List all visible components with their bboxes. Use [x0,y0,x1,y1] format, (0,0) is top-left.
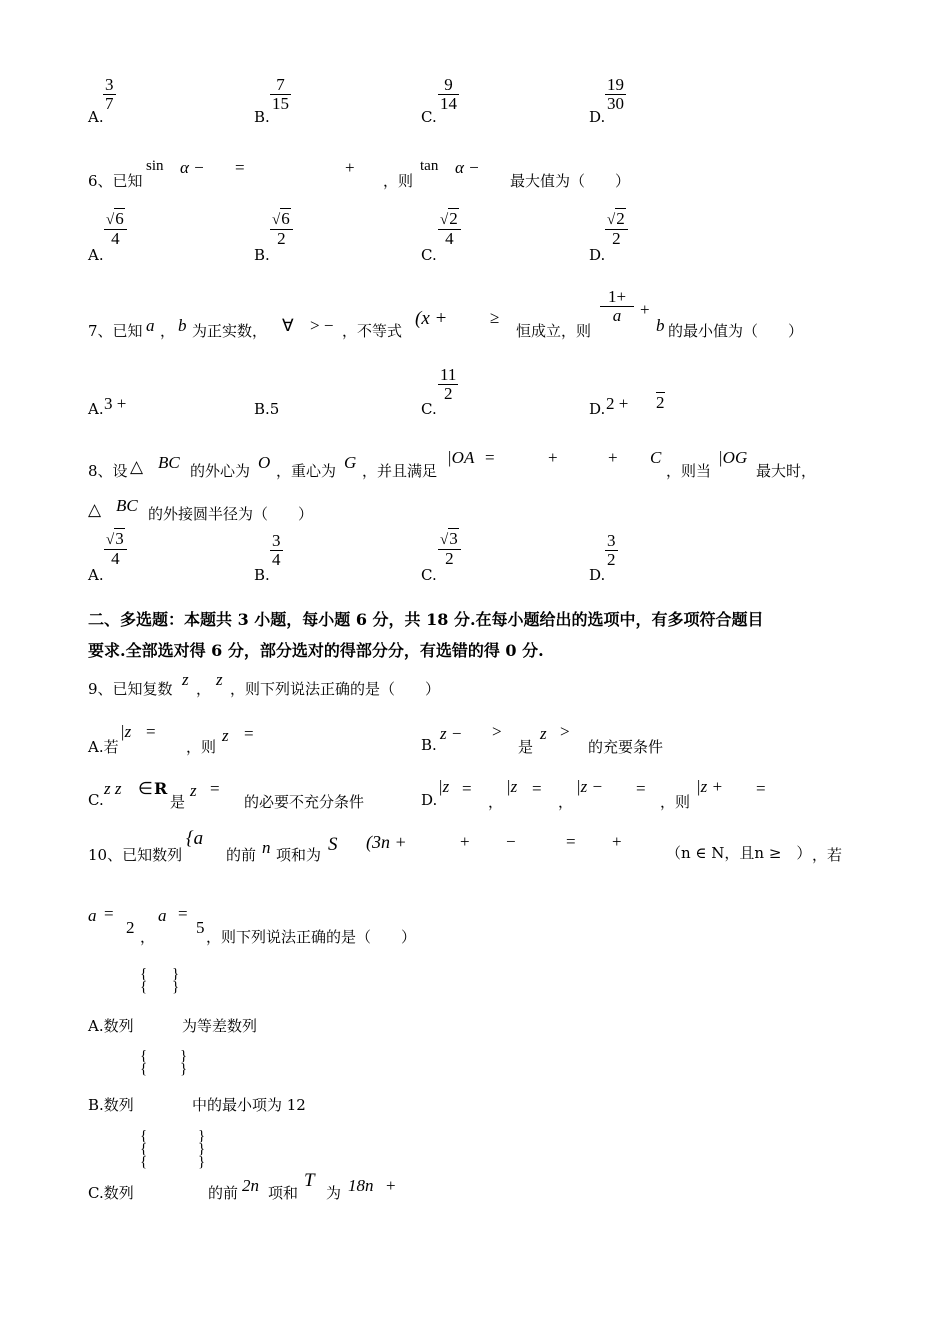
q8-option-c-label: C. [421,566,437,584]
q8-max-text: 最大时， [756,462,817,480]
q8-plus-1: + [548,448,558,467]
q9-option-a-eq: = [146,722,156,741]
q9-option-d-sep-1: ， [488,793,504,811]
q7-suffix: 的最小值为（ ） [668,322,804,340]
q9-option-c-eq: = [210,779,220,798]
q10-option-c-suffix-3: 为 [326,1184,342,1202]
q8-centroid-text: ，重心为 [276,462,337,480]
q5-option-a-fraction: $\frac{3}{7}$ [105,75,114,113]
q10-sum-text: 的前 [226,846,257,864]
q9-option-c-r: R [154,779,168,798]
q9-option-a-label: A.若 [88,738,119,756]
q6-sin: sin [146,158,164,174]
q10-condition: （n ∈ N，且n ≥ ） [666,844,812,862]
q9-option-b-gt: > [492,722,502,741]
q10-prefix: 10、已知数列 [88,846,183,864]
q8-option-d-fraction: $\frac{3}{2}$ [607,531,616,569]
q9-option-b-is: 是 [518,738,534,756]
q7-positive-text: 为正实数， [192,322,268,340]
q9-option-d-eq-1: = [462,779,472,798]
q10-option-c-value: 18n [348,1176,374,1195]
q6-alpha-minus-2: α − [455,158,480,177]
q7-prefix: 7、已知 [88,322,143,340]
q6-option-c-label: C. [421,246,437,264]
q7-plus: + [640,300,650,319]
q10-sum-text-2: 项和为 [276,846,322,864]
q8-eq: = [485,448,495,467]
q6-prefix: 6、已知 [88,172,143,190]
q8-line2-bc: BC [116,496,138,515]
q8-line2-text: 的外接圆半径为（ ） [148,505,314,523]
q6-eq: = [235,158,245,177]
q8-circum-text: 的外心为 [190,462,251,480]
q10-brace: {a [186,828,204,849]
q8-og: |OG [718,448,748,467]
q10-option-c-suffix-1: 的前 [208,1184,239,1202]
q10-option-a-label: A.数列 [88,1017,134,1035]
section-2-line-2: 要求.全部选对得 6 分，部分选对的得部分分，有选错的得 0 分. [88,641,544,660]
q9-option-a-then: ，则 [186,738,217,756]
q9-option-b-z: z − [440,724,463,743]
q10-option-c-plus: + [386,1176,396,1195]
q10-option-b-suffix: 中的最小项为 12 [192,1096,306,1114]
q5-option-d-label: D. [589,108,606,126]
q9-option-d-abs-3: |z − [576,777,604,796]
q6-plus: + [345,158,355,177]
q5-option-b-fraction: $\frac{7}{15}$ [272,75,289,113]
q10-expr: (3n + [366,832,407,852]
q8-satisfy-text: ，并且满足 [362,462,438,480]
q9-option-b-suffix: 的充要条件 [588,738,664,756]
q9-option-c-z: z [190,781,197,800]
q10-a2: a [158,906,167,925]
q10-eq: = [566,832,576,851]
q10-a2-eq: = [178,904,188,923]
q5-option-d-fraction: $\frac{19}{30}$ [607,75,624,113]
q9-z2: z [216,670,223,689]
q9-option-d-abs-4: |z + [696,777,724,796]
q8-option-b-label: B. [254,566,270,584]
q10-plus: + [460,832,470,851]
q7-forall: ∀ [282,316,294,335]
q7-holds: 恒成立，则 [516,322,592,340]
q5-option-c-label: C. [421,108,437,126]
q9-option-c-suffix: 的必要不充分条件 [244,793,365,811]
q7-option-d-radical: 2 [656,393,665,412]
q10-option-c-t: T [304,1170,315,1191]
q7-option-d-text: 2 + [606,394,629,413]
q6-suffix: 最大值为（ ） [510,172,631,190]
q9-option-d-label: D. [421,791,438,809]
q8-o: O [258,453,271,472]
q9-suffix: ，则下列说法正确的是（ ） [230,680,441,698]
q6-option-a-fraction: $\frac{√6}{4}$ [104,210,127,248]
q9-option-a-abs: |z [120,722,132,741]
q8-plus-2: + [608,448,618,467]
q7-option-c-fraction: $\frac{11}{2}$ [440,365,457,403]
q10-minus: − [506,832,516,851]
q10-line2-suffix: ，则下列说法正确的是（ ） [206,928,417,946]
q10-option-c-suffix-2: 项和 [268,1184,299,1202]
q10-if: ，若 [812,846,843,864]
q9-option-a-eq-2: = [244,724,254,743]
q10-option-a-suffix: 为等差数列 [182,1017,258,1035]
q7-sep: ， [160,322,176,340]
q8-option-c-fraction: $\frac{√3}{2}$ [438,530,461,568]
q6-tan: tan [420,158,439,174]
q7-a: a [146,316,155,335]
q7-option-d-label: D. [589,400,606,418]
q8-option-d-label: D. [589,566,606,584]
q8-option-b-fraction: $\frac{3}{4}$ [272,531,281,569]
q10-a1-value: 2 [126,918,135,937]
q8-c: C [650,448,662,467]
q10-a1: a [88,906,97,925]
q10-option-b-label: B.数列 [88,1096,134,1114]
q9-option-b-z2: z [540,724,547,743]
q9-z1: z [182,670,189,689]
q6-option-b-fraction: $\frac{√6}{2}$ [270,210,293,248]
q8-option-a-label: A. [88,566,104,584]
q8-oa: |OA [447,448,475,467]
q7-fraction: $\frac{1+}{a}$ [600,288,634,325]
q10-plus-2: + [612,832,622,851]
q7-b2: b [656,316,665,335]
q9-option-b-gt-2: > [560,722,570,741]
q9-option-c-in: ∈ [138,779,153,798]
q5-option-a-label: A. [88,108,104,126]
q8-when-text: ，则当 [666,462,712,480]
q9-option-d-eq-3: = [636,779,646,798]
q7-ineq-text: ，不等式 [342,322,403,340]
q6-option-a-label: A. [88,246,104,264]
q7-b: b [178,316,187,335]
q7-option-c-label: C. [421,400,437,418]
q8-option-a-fraction: $\frac{√3}{4}$ [104,530,127,568]
q9-option-d-abs-2: |z [506,777,518,796]
q10-a1-eq: = [104,904,114,923]
q9-option-c-zz: z z [104,779,122,798]
q10-option-c-label: C.数列 [88,1184,134,1202]
q9-option-d-eq-4: = [756,779,766,798]
q10-s: S [328,834,338,855]
q8-line2-triangle: △ [88,500,102,519]
q7-option-a-text: 3 + [104,394,127,413]
q9-option-d-sep-2: ， [558,793,574,811]
q5-option-c-fraction: $\frac{9}{14}$ [440,75,457,113]
q7-option-a-label: A. [88,400,104,418]
q7-option-b-label: B.5 [254,400,280,418]
q6-option-d-fraction: $\frac{√2}{2}$ [605,210,628,248]
q9-option-c-is: 是 [170,793,186,811]
q9-option-d-abs-1: |z [438,777,450,796]
q7-geq: ≥ [490,308,500,327]
q9-sep: ， [196,680,212,698]
q10-a2-value: 5 [196,918,205,937]
q6-option-b-label: B. [254,246,270,264]
q8-g: G [344,453,357,472]
q6-option-c-fraction: $\frac{√2}{4}$ [438,210,461,248]
q8-bc: BC [158,453,180,472]
q6-alpha-minus: α − [180,158,205,177]
q8-prefix: 8、设 [88,462,128,480]
q7-gt: > − [310,316,334,335]
section-2-line-1: 二、多选题：本题共 3 小题，每小题 6 分，共 18 分.在每小题给出的选项中，有多项符合题目 [88,610,764,629]
q10-option-c-2n: 2n [242,1176,259,1195]
q7-paren: (x + [415,308,448,329]
q9-option-c-label: C. [88,791,104,809]
q9-option-d-then: ，则 [660,793,691,811]
q6-mid: ，则 [383,172,414,190]
q10-n: n [262,838,271,857]
q5-option-b-label: B. [254,108,270,126]
q9-prefix: 9、已知复数 [88,680,173,698]
q6-option-d-label: D. [589,246,606,264]
q8-triangle: △ [130,457,144,476]
q9-option-b-label: B. [421,736,437,754]
q9-option-a-z: z [222,726,229,745]
q9-option-d-eq-2: = [532,779,542,798]
q10-sep: ， [140,928,156,946]
